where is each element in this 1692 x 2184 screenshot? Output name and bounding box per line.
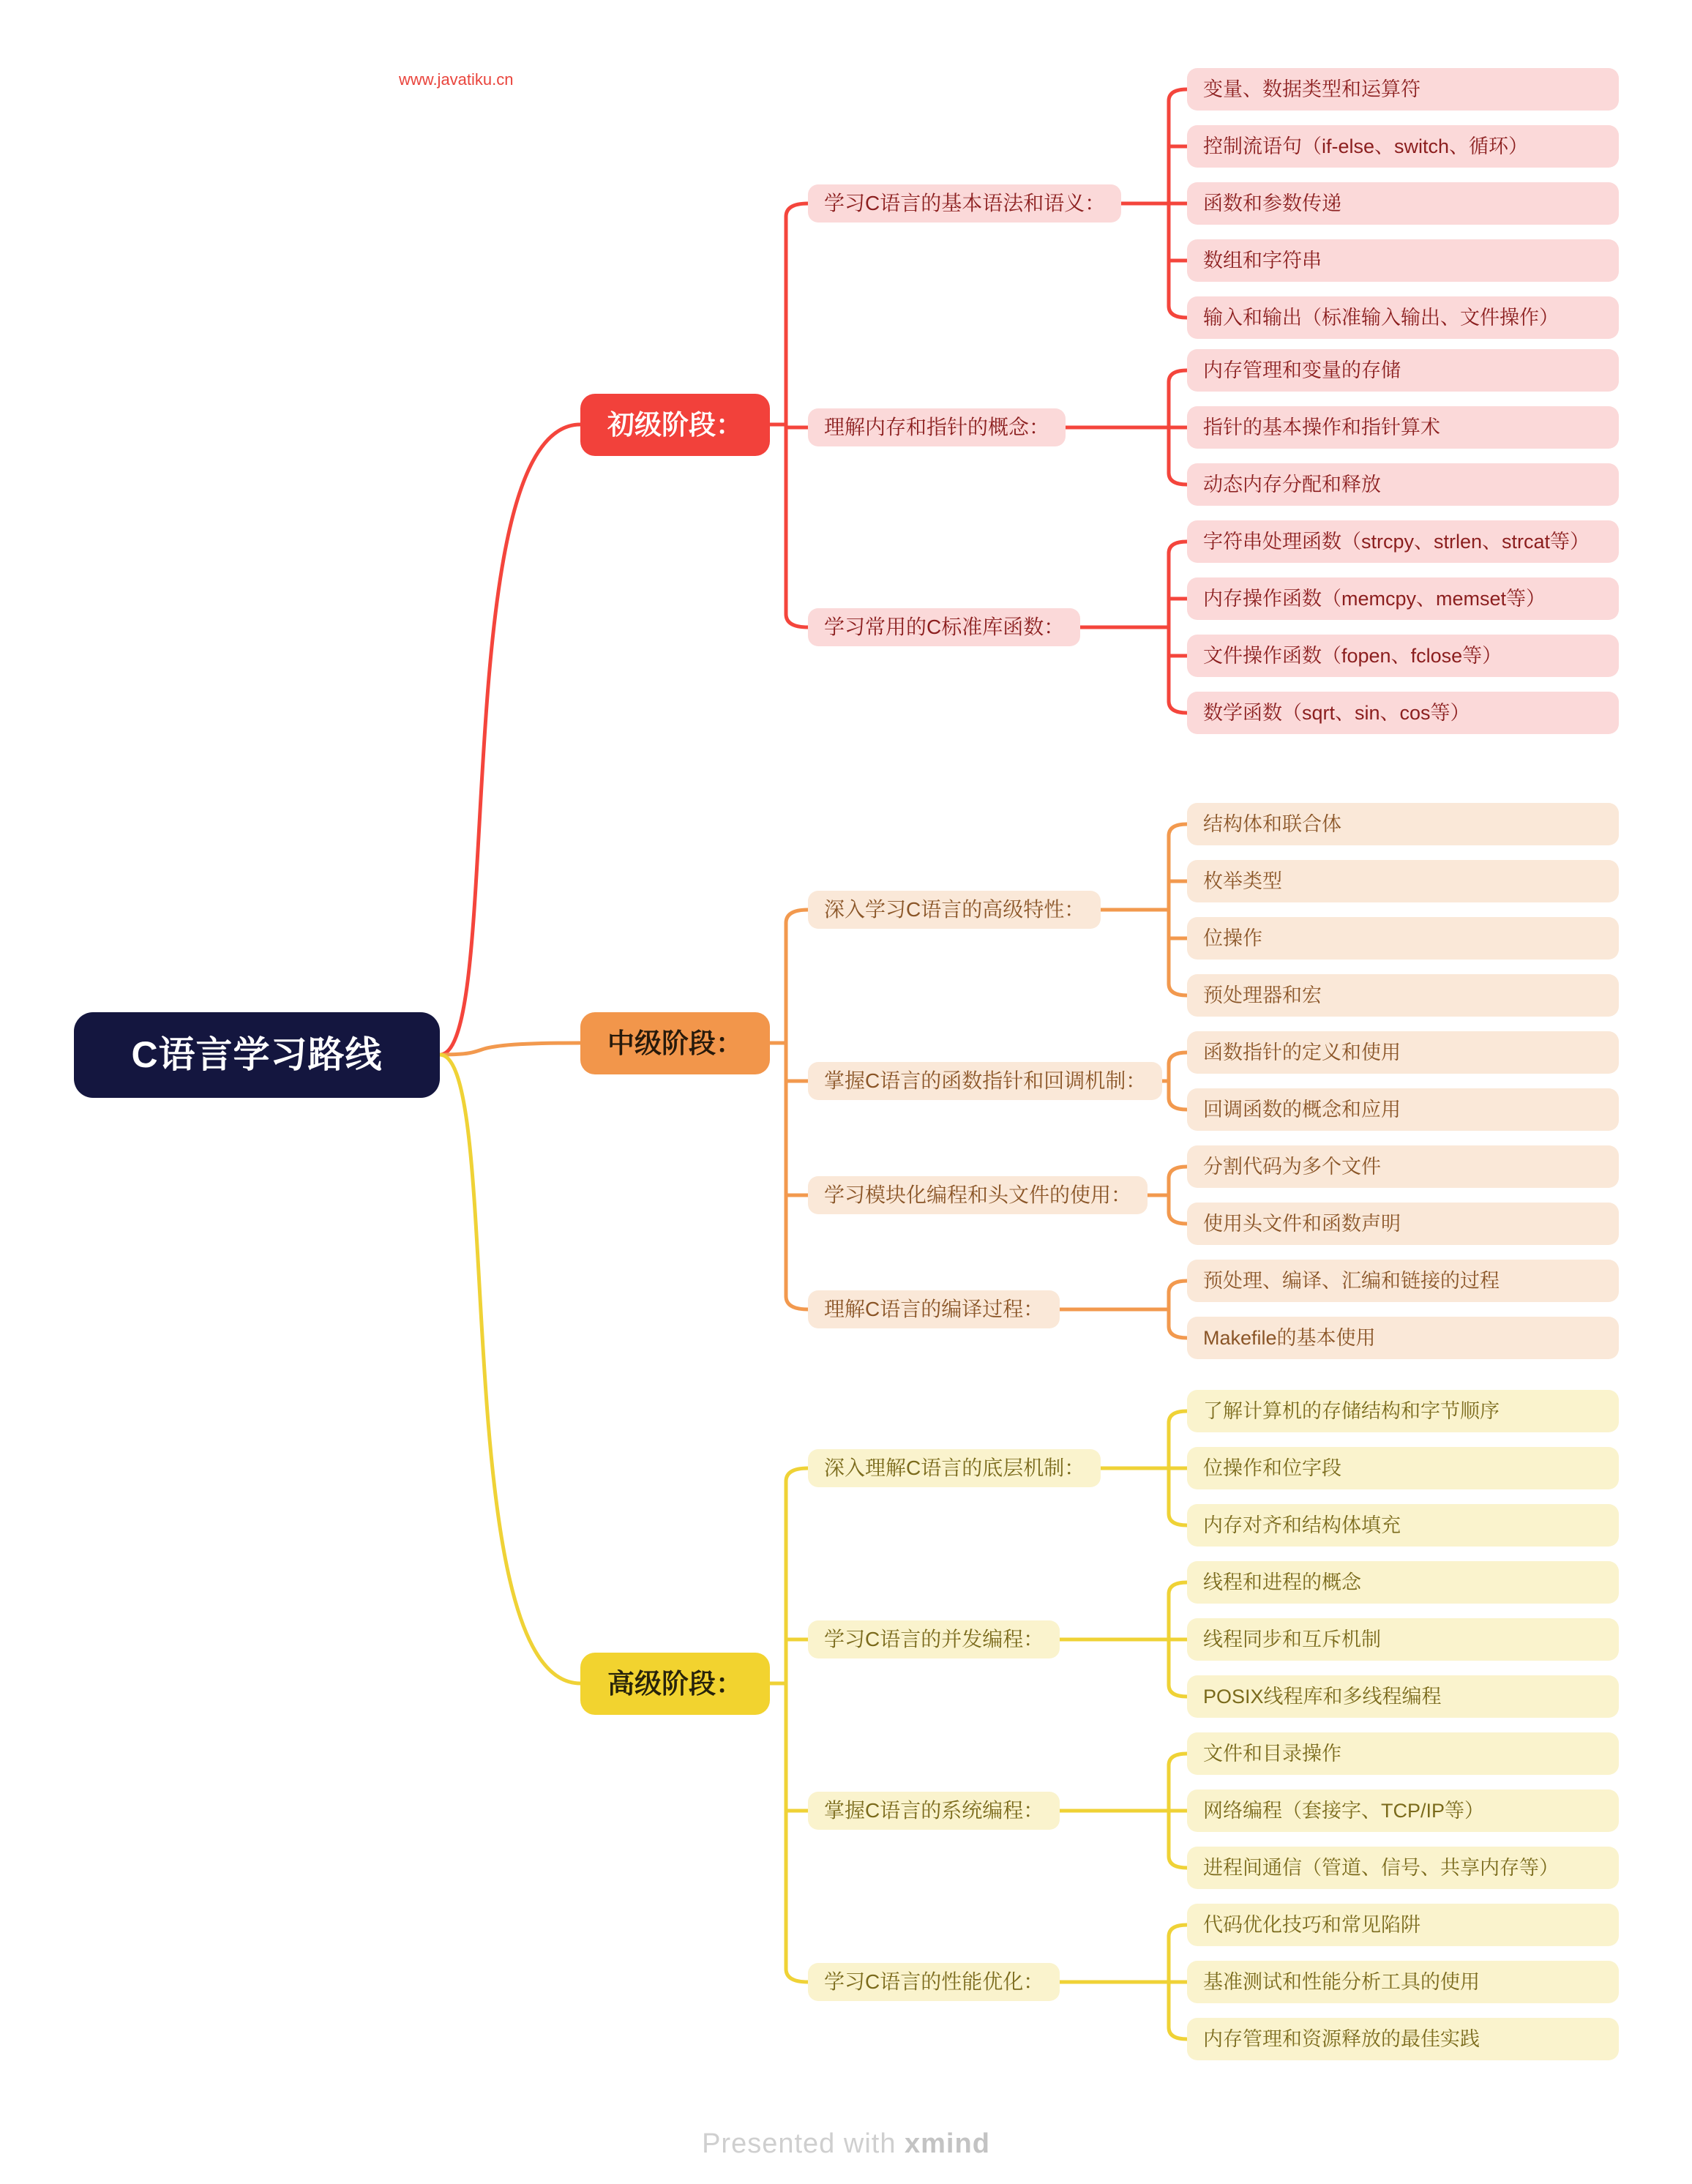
subtopic-node[interactable]: 理解C语言的编译过程： [808, 1290, 1060, 1328]
leaf-topic-node[interactable]: 枚举类型 [1187, 860, 1619, 902]
subtopic-node[interactable]: 深入理解C语言的底层机制： [808, 1449, 1101, 1487]
leaf-topic-node[interactable]: 了解计算机的存储结构和字节顺序 [1187, 1390, 1619, 1432]
leaf-topic-node[interactable]: 位操作和位字段 [1187, 1447, 1619, 1489]
leaf-topic-node[interactable]: 字符串处理函数（strcpy、strlen、strcat等） [1187, 520, 1619, 563]
footer-credit-text: Presented with [702, 2128, 905, 2159]
xmind-logo-text: xmind [905, 2128, 990, 2159]
leaf-topic-node[interactable]: 预处理器和宏 [1187, 974, 1619, 1017]
subtopic-node[interactable]: 学习模块化编程和头文件的使用： [808, 1176, 1148, 1214]
leaf-topic-node[interactable]: Makefile的基本使用 [1187, 1317, 1619, 1359]
leaf-topic-node[interactable]: 分割代码为多个文件 [1187, 1145, 1619, 1188]
subtopic-node[interactable]: 深入学习C语言的高级特性： [808, 891, 1101, 929]
leaf-topic-node[interactable]: 数组和字符串 [1187, 239, 1619, 282]
leaf-topic-node[interactable]: 指针的基本操作和指针算术 [1187, 406, 1619, 449]
branch-node-beginner[interactable]: 初级阶段： [580, 394, 770, 456]
leaf-topic-node[interactable]: 控制流语句（if-else、switch、循环） [1187, 125, 1619, 168]
leaf-topic-node[interactable]: 输入和输出（标准输入输出、文件操作） [1187, 296, 1619, 339]
subtopic-node[interactable]: 掌握C语言的系统编程： [808, 1792, 1060, 1830]
subtopic-node[interactable]: 学习C语言的基本语法和语义： [808, 184, 1121, 222]
leaf-topic-node[interactable]: 文件操作函数（fopen、fclose等） [1187, 635, 1619, 677]
leaf-topic-node[interactable]: 函数和参数传递 [1187, 182, 1619, 225]
leaf-topic-node[interactable]: POSIX线程库和多线程编程 [1187, 1675, 1619, 1718]
branch-node-advanced[interactable]: 高级阶段： [580, 1653, 770, 1715]
branch-node-intermediate[interactable]: 中级阶段： [580, 1012, 770, 1074]
subtopic-node[interactable]: 掌握C语言的函数指针和回调机制： [808, 1062, 1162, 1100]
leaf-topic-node[interactable]: 线程同步和互斥机制 [1187, 1618, 1619, 1661]
leaf-topic-node[interactable]: 文件和目录操作 [1187, 1732, 1619, 1775]
leaf-topic-node[interactable]: 内存管理和资源释放的最佳实践 [1187, 2018, 1619, 2060]
leaf-topic-node[interactable]: 结构体和联合体 [1187, 803, 1619, 845]
leaf-topic-node[interactable]: 位操作 [1187, 917, 1619, 960]
leaf-topic-node[interactable]: 线程和进程的概念 [1187, 1561, 1619, 1604]
subtopic-node[interactable]: 学习C语言的并发编程： [808, 1620, 1060, 1658]
subtopic-node[interactable]: 学习C语言的性能优化： [808, 1963, 1060, 2001]
leaf-topic-node[interactable]: 内存操作函数（memcpy、memset等） [1187, 577, 1619, 620]
leaf-topic-node[interactable]: 数学函数（sqrt、sin、cos等） [1187, 692, 1619, 734]
leaf-topic-node[interactable]: 代码优化技巧和常见陷阱 [1187, 1904, 1619, 1946]
leaf-topic-node[interactable]: 内存管理和变量的存储 [1187, 349, 1619, 392]
leaf-topic-node[interactable]: 函数指针的定义和使用 [1187, 1031, 1619, 1074]
subtopic-node[interactable]: 学习常用的C标准库函数： [808, 608, 1080, 646]
leaf-topic-node[interactable]: 内存对齐和结构体填充 [1187, 1504, 1619, 1547]
footer-credit [702, 2128, 990, 2160]
subtopic-node[interactable]: 理解内存和指针的概念： [808, 408, 1066, 446]
leaf-topic-node[interactable]: 动态内存分配和释放 [1187, 463, 1619, 506]
watermark-text: www.javatiku.cn [399, 70, 514, 89]
leaf-topic-node[interactable]: 网络编程（套接字、TCP/IP等） [1187, 1790, 1619, 1832]
leaf-topic-node[interactable]: 变量、数据类型和运算符 [1187, 68, 1619, 111]
leaf-topic-node[interactable]: 基准测试和性能分析工具的使用 [1187, 1961, 1619, 2003]
leaf-topic-node[interactable]: 回调函数的概念和应用 [1187, 1088, 1619, 1131]
leaf-topic-node[interactable]: 使用头文件和函数声明 [1187, 1203, 1619, 1245]
leaf-topic-node[interactable]: 进程间通信（管道、信号、共享内存等） [1187, 1847, 1619, 1889]
leaf-topic-node[interactable]: 预处理、编译、汇编和链接的过程 [1187, 1260, 1619, 1302]
root-node[interactable]: C语言学习路线 [74, 1012, 440, 1098]
